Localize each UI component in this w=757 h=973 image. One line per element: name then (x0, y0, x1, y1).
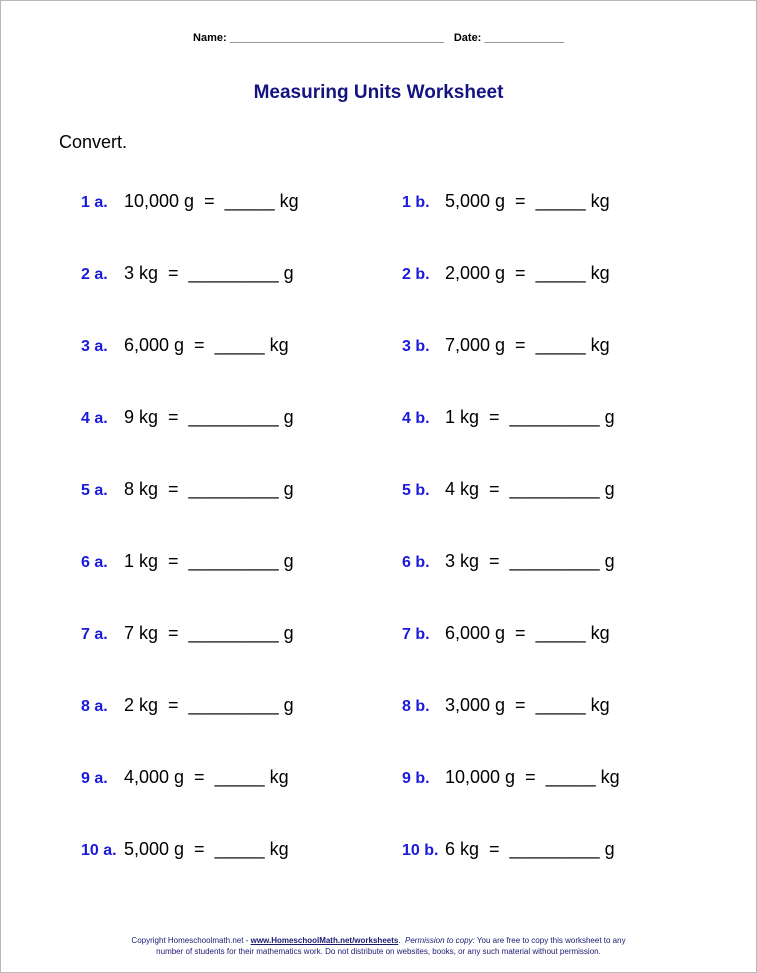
problem-row (1, 331, 756, 403)
problem-item (81, 479, 294, 500)
problem-item (81, 263, 294, 284)
problem-item (81, 839, 289, 860)
problem-number: 1 b. (402, 194, 430, 211)
problem-item (402, 191, 610, 212)
problem-item (402, 623, 610, 644)
problem-number: 10 a. (81, 842, 117, 859)
problem-number: 7 b. (402, 626, 430, 643)
problem-number: 8 a. (81, 698, 108, 715)
problem-row (1, 619, 756, 691)
problem-expression: 1 kg = _________ g (124, 551, 294, 571)
problem-expression: 3,000 g = _____ kg (445, 695, 610, 715)
name-label: Name: (193, 32, 227, 44)
worksheet-title: Measuring Units Worksheet (253, 82, 504, 103)
problem-expression: 10,000 g = _____ kg (445, 767, 620, 787)
problem-number: 7 a. (81, 626, 108, 643)
problem-item (402, 335, 610, 356)
problem-expression: 2,000 g = _____ kg (445, 263, 610, 283)
problem-item (402, 551, 615, 572)
problem-item (81, 767, 289, 788)
problem-number: 10 b. (402, 842, 439, 859)
problem-expression: 8 kg = _________ g (124, 479, 294, 499)
problem-number: 4 b. (402, 410, 430, 427)
problem-item (402, 263, 610, 284)
problem-number: 8 b. (402, 698, 430, 715)
problem-item (402, 695, 610, 716)
problem-item (81, 623, 294, 644)
problem-item (81, 407, 294, 428)
problem-number: 5 b. (402, 482, 430, 499)
problem-expression: 9 kg = _________ g (124, 407, 294, 427)
problem-number: 2 b. (402, 266, 430, 283)
problem-number: 1 a. (81, 194, 108, 211)
problem-expression: 1 kg = _________ g (445, 407, 615, 427)
problem-item (402, 407, 615, 428)
footer-line-2: number of students for their mathematics work. Do not distribute on websites, books, or any such material without permission. (156, 947, 601, 956)
problem-expression: 10,000 g = _____ kg (124, 191, 299, 211)
problem-expression: 3 kg = _________ g (124, 263, 294, 283)
copyright-footer (1, 935, 756, 957)
permission-label: Permission to copy: (405, 936, 475, 945)
problem-row (1, 403, 756, 475)
problem-item (81, 551, 294, 572)
worksheets-link[interactable]: www.HomeschoolMath.net/worksheets (250, 936, 399, 945)
permission-text: You are free to copy this worksheet to any (474, 936, 626, 945)
problem-row (1, 763, 756, 835)
problem-number: 3 a. (81, 338, 108, 355)
problem-number: 9 b. (402, 770, 430, 787)
problem-expression: 7 kg = _________ g (124, 623, 294, 643)
problem-row (1, 835, 756, 907)
problem-number: 4 a. (81, 410, 108, 427)
problem-number: 5 a. (81, 482, 108, 499)
problem-number: 3 b. (402, 338, 430, 355)
problem-row (1, 547, 756, 619)
problem-expression: 6,000 g = _____ kg (445, 623, 610, 643)
name-blank: ___________________________________ (229, 32, 444, 44)
instruction-text: Convert. (59, 132, 128, 152)
problem-item (402, 479, 615, 500)
problem-item (402, 767, 620, 788)
problem-item (81, 695, 294, 716)
problem-row (1, 475, 756, 547)
problem-expression: 5,000 g = _____ kg (124, 839, 289, 859)
problem-item (81, 191, 299, 212)
problem-grid (1, 187, 756, 907)
problem-row (1, 691, 756, 763)
worksheet-header (1, 32, 756, 44)
problem-expression: 4 kg = _________ g (445, 479, 615, 499)
problem-number: 6 a. (81, 554, 108, 571)
footer-line-1: Copyright Homeschoolmath.net - www.HomeschoolMath.net/worksheets. Permission to copy: You are free to copy this worksheet to any (131, 936, 626, 945)
problem-item (81, 335, 289, 356)
problem-number: 9 a. (81, 770, 108, 787)
problem-expression: 4,000 g = _____ kg (124, 767, 289, 787)
problem-expression: 6 kg = _________ g (445, 839, 615, 859)
problem-item (402, 839, 615, 860)
copyright-text: Copyright Homeschoolmath.net - (131, 936, 251, 945)
problem-expression: 3 kg = _________ g (445, 551, 615, 571)
problem-row (1, 259, 756, 331)
problem-expression: 7,000 g = _____ kg (445, 335, 610, 355)
problem-number: 2 a. (81, 266, 108, 283)
problem-number: 6 b. (402, 554, 430, 571)
problem-expression: 2 kg = _________ g (124, 695, 294, 715)
date-label: Date: (453, 32, 482, 44)
problem-expression: 6,000 g = _____ kg (124, 335, 289, 355)
problem-expression: 5,000 g = _____ kg (445, 191, 610, 211)
problem-row (1, 187, 756, 259)
date-blank: _____________ (484, 32, 564, 44)
